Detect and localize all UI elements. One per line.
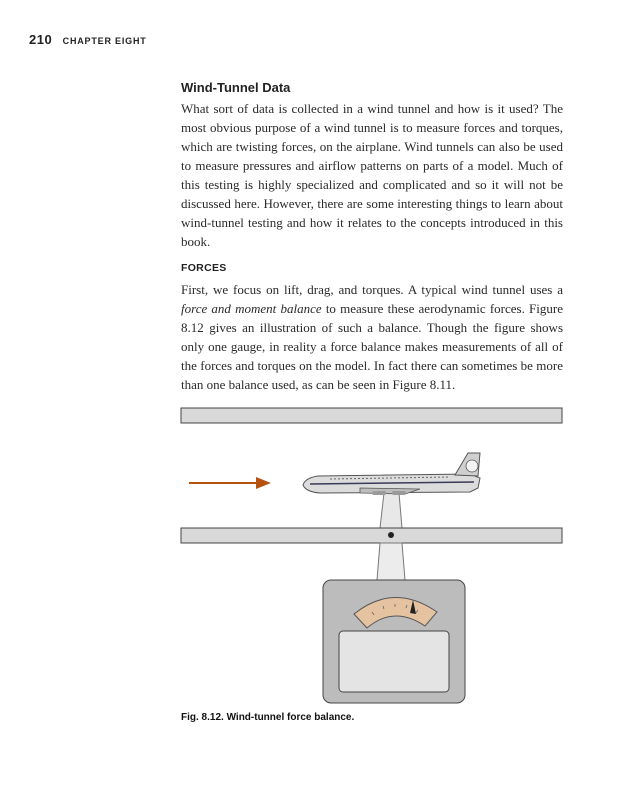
gauge-readout-screen bbox=[339, 631, 449, 692]
section-title: Wind-Tunnel Data bbox=[181, 80, 291, 95]
force-balance-term: force and moment balance bbox=[181, 301, 322, 316]
airplane-model-icon bbox=[303, 453, 480, 495]
figure-caption: Fig. 8.12. Wind-tunnel force balance. bbox=[181, 712, 355, 723]
page-number: 210 bbox=[29, 32, 53, 47]
airflow-arrow-icon bbox=[189, 477, 271, 489]
tunnel-top-wall bbox=[181, 408, 562, 423]
chapter-label: CHAPTER EIGHT bbox=[62, 36, 147, 46]
forces-para-start: First, we focus on lift, drag, and torques. A typical wind tunnel uses a bbox=[181, 282, 563, 297]
tunnel-lower-wall bbox=[181, 528, 562, 543]
model-strut bbox=[380, 493, 402, 528]
forces-heading: FORCES bbox=[181, 262, 227, 274]
gauge-support bbox=[377, 543, 405, 580]
pivot-point bbox=[388, 532, 394, 538]
forces-para-end: to measure these aerodynamic forces. Figure 8.12 gives an illustration of such a balance. Though the figure shows only one gauge, in reality a force balance makes measurements of all of the forces and torques on the model. In fact there can sometimes be more than one balance used, as can be seen in Figure 8.11. bbox=[181, 301, 563, 392]
intro-paragraph: What sort of data is collected in a wind tunnel and how is it used? The most obvious purpose of a wind tunnel is to measure forces and torques, which are twisting forces, on the airplane. Wind tunnels can also be used to measure pressures and airflow patterns on parts of a model. Much of this testing is highly specialized and complicated and so it will not be discussed here. However, there are some interesting things to learn about wind-tunnel testing and how it relates to the concepts introduced in this book. bbox=[181, 101, 563, 249]
